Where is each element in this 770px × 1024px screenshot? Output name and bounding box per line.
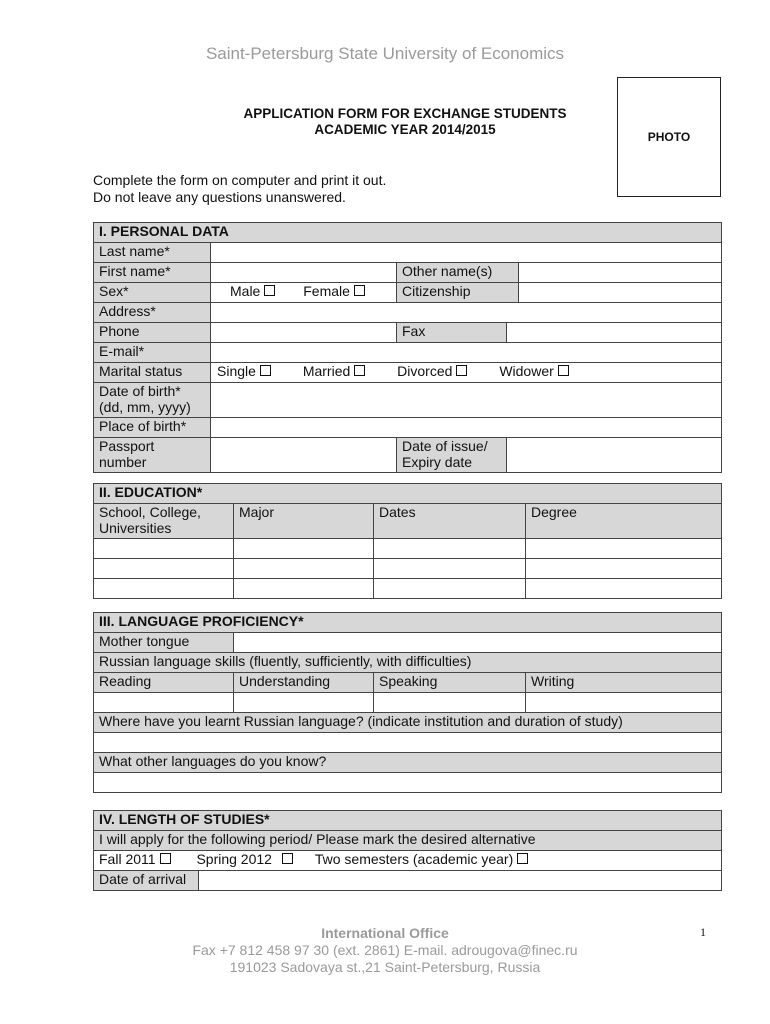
school-cell[interactable] [94,579,234,599]
table-row [94,383,722,418]
table-row [94,323,722,343]
date-of-arrival-label: Date of arrival [94,871,199,891]
photo-box[interactable] [617,77,721,197]
other-names-label: Other name(s) [397,263,519,283]
footer-contact: Fax +7 812 458 97 30 (ext. 2861) E-mail. adrougova@finec.ru [192,942,578,958]
major-cell[interactable] [234,559,374,579]
female-checkbox[interactable] [354,285,365,296]
phone-label: Phone [94,323,211,343]
writing-header: Writing [526,673,722,693]
sex-label: Sex* [94,283,211,303]
table-row [94,753,722,773]
table-row [94,673,722,693]
degree-column-header: Degree [526,504,722,539]
female-label: Female [303,283,350,299]
spring-checkbox[interactable] [282,853,293,864]
writing-field[interactable] [526,693,722,713]
dates-cell[interactable] [374,559,526,579]
understanding-field[interactable] [234,693,374,713]
fall-label: Fall 2011 [99,851,156,867]
other-names-field[interactable] [519,263,722,283]
marital-status-options [211,363,722,383]
address-field[interactable] [211,303,722,323]
table-row [94,263,722,283]
university-name: Saint-Petersburg State University of Economics [205,44,565,63]
degree-cell[interactable] [526,579,722,599]
email-label: E-mail* [94,343,211,363]
mother-tongue-field[interactable] [234,633,722,653]
form-title-line1: APPLICATION FORM FOR EXCHANGE STUDENTS [243,106,567,121]
first-name-label: First name* [94,263,211,283]
two-semesters-checkbox[interactable] [517,853,528,864]
length-of-studies-table [93,810,722,891]
reading-field[interactable] [94,693,234,713]
citizenship-field[interactable] [519,283,722,303]
education-heading: II. EDUCATION* [94,484,722,504]
male-label: Male [230,283,261,299]
other-languages-field[interactable] [94,773,722,793]
page-number: 1 [700,925,706,939]
date-of-birth-label-line2: (dd, mm, yyyy) [99,399,191,415]
degree-cell[interactable] [526,559,722,579]
school-column-header [94,504,234,539]
sex-options [211,283,397,303]
single-checkbox[interactable] [260,365,271,376]
intro-line2: Do not leave any questions unanswered. [93,189,346,205]
reading-header: Reading [94,673,234,693]
major-cell[interactable] [234,539,374,559]
email-field[interactable] [211,343,722,363]
table-row [94,733,722,753]
date-of-issue-label [397,438,507,473]
period-instruction: I will apply for the following period/ Please mark the desired alternative [94,831,722,851]
fall-checkbox[interactable] [160,853,171,864]
table-row [94,693,722,713]
last-name-field[interactable] [211,243,722,263]
table-row [94,633,722,653]
table-row [94,539,722,559]
table-row [94,773,722,793]
table-row [94,713,722,733]
table-row [94,831,722,851]
table-row [94,438,722,473]
period-options [94,851,722,871]
table-row [94,303,722,323]
fax-label: Fax [397,323,507,343]
table-row [94,851,722,871]
education-table [93,483,722,599]
table-row [94,653,722,673]
date-of-birth-label [94,383,211,418]
table-row [94,243,722,263]
married-checkbox[interactable] [354,365,365,376]
understanding-header: Understanding [234,673,374,693]
intro-line1: Complete the form on computer and print it out. [93,172,387,188]
footer-office: International Office [321,925,449,941]
other-languages-label: What other languages do you know? [94,753,722,773]
personal-data-table [93,222,722,473]
table-row [94,559,722,579]
passport-label-line2: number [99,454,147,470]
spring-label: Spring 2012 [196,851,272,867]
school-header-line2: Universities [99,520,172,536]
widower-checkbox[interactable] [558,365,569,376]
first-name-field[interactable] [211,263,397,283]
footer-address: 191023 Sadovaya st.,21 Saint-Petersburg, Russia [229,959,541,975]
two-semesters-label: Two semesters (academic year) [314,851,514,867]
date-of-birth-field[interactable] [211,383,722,418]
where-learnt-label: Where have you learnt Russian language? (indicate institution and duration of study) [94,713,722,733]
language-heading: III. LANGUAGE PROFICIENCY* [94,613,722,633]
place-of-birth-field[interactable] [211,418,722,438]
major-column-header: Major [234,504,374,539]
citizenship-label: Citizenship [397,283,519,303]
date-of-issue-label-line1: Date of issue/ [402,438,488,454]
male-checkbox[interactable] [264,285,275,296]
divorced-checkbox[interactable] [456,365,467,376]
dates-cell[interactable] [374,539,526,559]
form-title-line2: ACADEMIC YEAR 2014/2015 [314,122,496,137]
date-of-arrival-field[interactable] [199,871,722,891]
divorced-label: Divorced [397,363,453,379]
married-label: Married [302,363,351,379]
photo-label: PHOTO [647,130,691,144]
last-name-label: Last name* [94,243,211,263]
dates-column-header: Dates [374,504,526,539]
form-title [190,106,620,138]
single-label: Single [217,363,256,379]
date-of-birth-label-line1: Date of birth* [99,383,181,399]
speaking-field[interactable] [374,693,526,713]
school-cell[interactable] [94,559,234,579]
fax-field[interactable] [507,323,722,343]
russian-skills-label: Russian language skills (fluently, sufficiently, with difficulties) [94,653,722,673]
phone-field[interactable] [211,323,397,343]
address-label: Address* [94,303,211,323]
speaking-header: Speaking [374,673,526,693]
passport-number-field[interactable] [211,438,397,473]
school-header-line1: School, College, [99,504,201,520]
table-row [94,418,722,438]
place-of-birth-label: Place of birth* [94,418,211,438]
dates-cell[interactable] [374,579,526,599]
table-row [94,363,722,383]
school-cell[interactable] [94,539,234,559]
major-cell[interactable] [234,579,374,599]
table-row [94,579,722,599]
personal-data-heading: I. PERSONAL DATA [94,223,722,243]
passport-number-label [94,438,211,473]
widower-label: Widower [499,363,554,379]
table-row [94,871,722,891]
where-learnt-field[interactable] [94,733,722,753]
length-heading: IV. LENGTH OF STUDIES* [94,811,722,831]
intro-text [93,172,386,206]
marital-status-label: Marital status [94,363,211,383]
table-row [94,504,722,539]
degree-cell[interactable] [526,539,722,559]
date-of-issue-label-line2: Expiry date [402,454,473,470]
table-row [94,283,722,303]
passport-label-line1: Passport [99,438,155,454]
date-of-issue-field[interactable] [507,438,722,473]
table-row [94,343,722,363]
mother-tongue-label: Mother tongue [94,633,234,653]
language-table [93,612,722,793]
